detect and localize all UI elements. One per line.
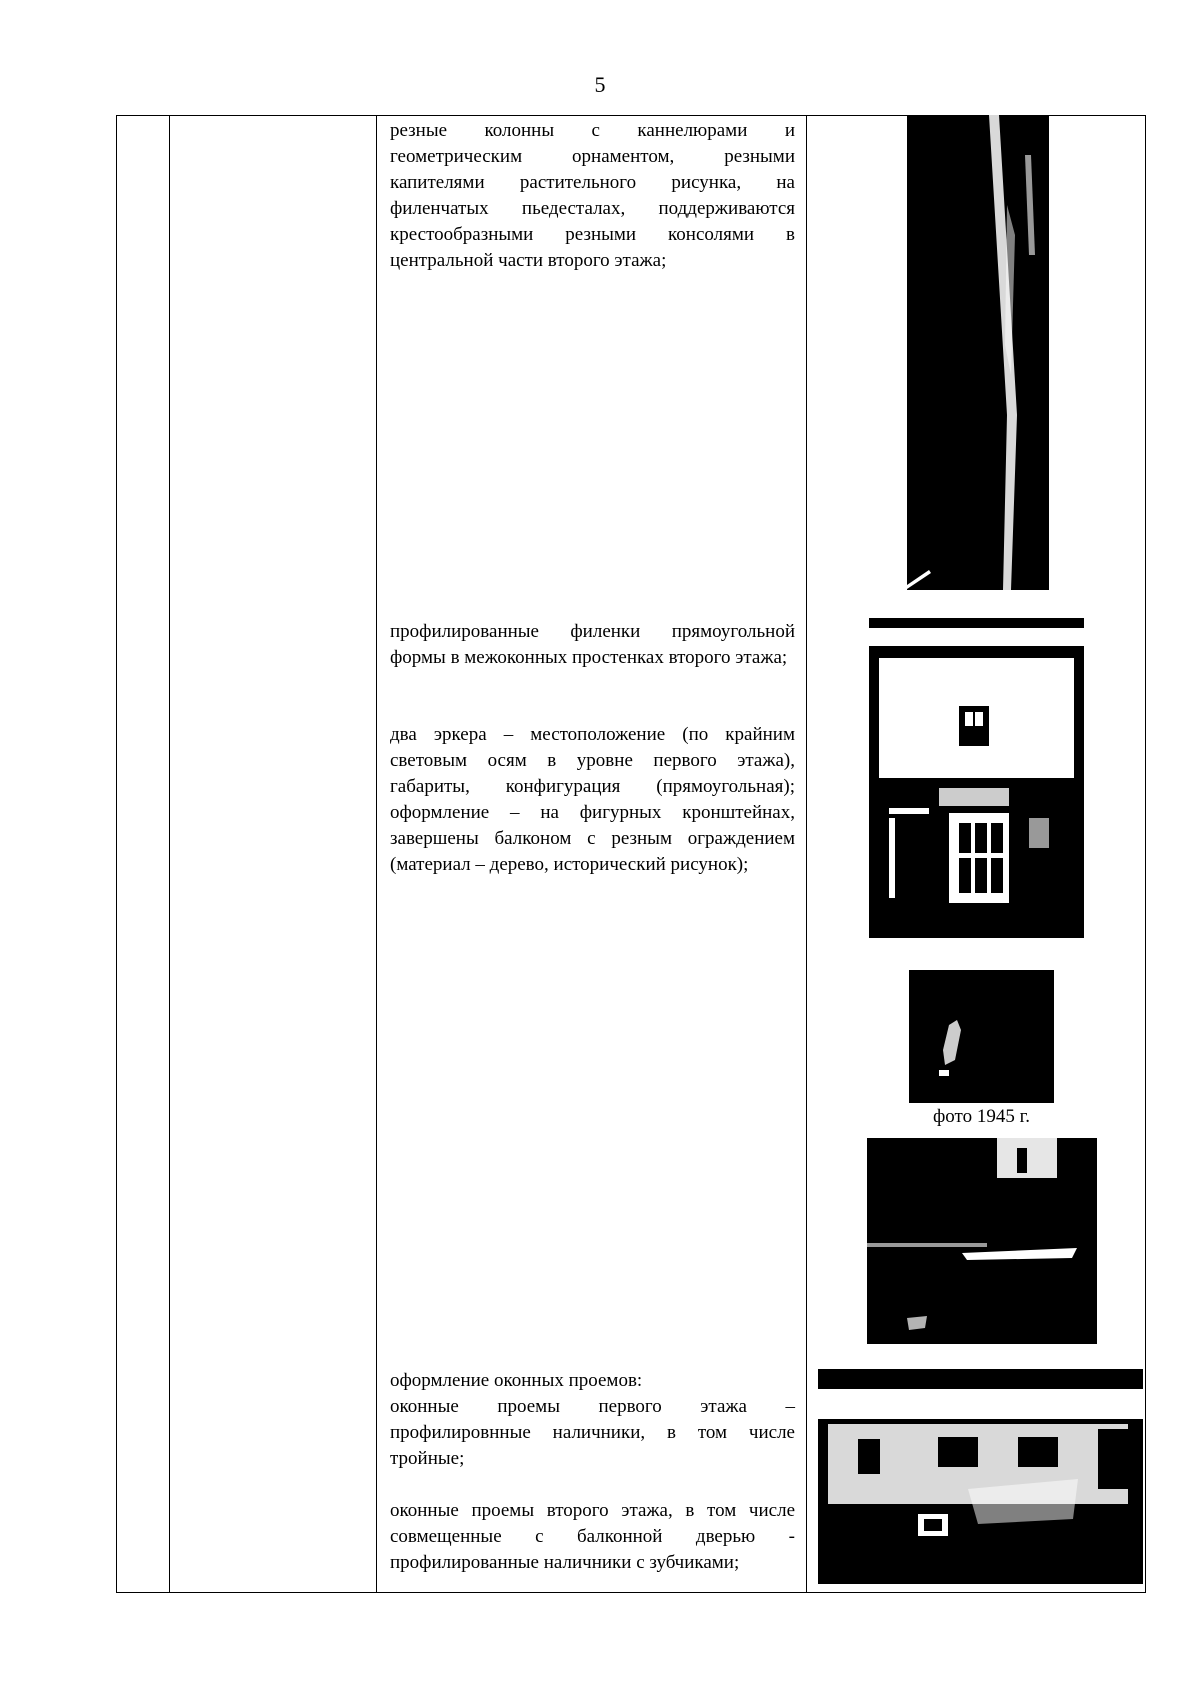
description-text: два эркера – местоположение (по крайним световым осям в уровне первого этажа), габариты, конфигурация (прямоугольная); оформление – на фигурных кронштейнах, завершены балконом с резным ограждением (материал – дерево, исторический рисунок);: [390, 724, 795, 875]
description-text: резные колонны с каннелюрами и геометрическим орнаментом, резными капителями растительного рисунка, на филенчатых пьедесталах, поддерживаются крестообразными резными консолями в центральной части второго этажа;: [390, 120, 795, 271]
facade-photo: [869, 618, 1084, 938]
description-text: оконные проемы первого этажа – профилировнные наличники, в том числе тройные;: [390, 1396, 795, 1469]
balcony-photo: [867, 1138, 1097, 1344]
page-number: 5: [594, 72, 606, 97]
photo-caption: фото 1945 г.: [932, 1106, 1030, 1127]
table-column-divider: [806, 115, 807, 1593]
historic-photo-1945: [909, 970, 1054, 1103]
description-text: оконные проемы второго этажа, в том числе совмещенные с балконной дверью - профилированные наличники с зубчиками;: [390, 1500, 795, 1573]
windows-photo: [818, 1369, 1143, 1584]
column-photo: [907, 115, 1049, 590]
table-column-divider: [169, 115, 170, 1593]
description-text: профилированные филенки прямоугольной формы в межоконных простенках второго этажа;: [390, 621, 795, 668]
table-column-divider: [376, 115, 377, 1593]
description-text: оформление оконных проемов:: [390, 1370, 643, 1391]
